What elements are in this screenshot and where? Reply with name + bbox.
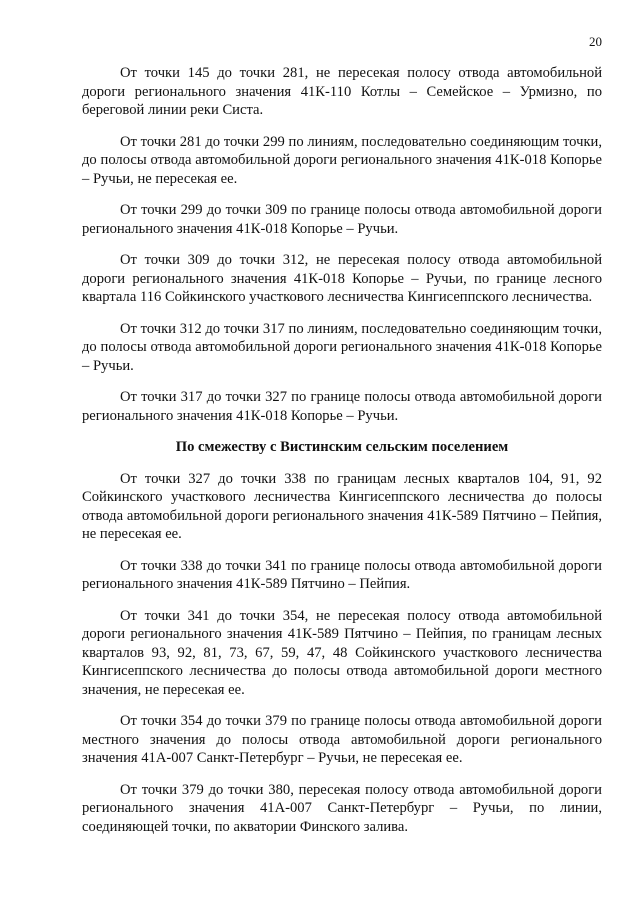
- paragraph: От точки 299 до точки 309 по границе полосы отвода автомобильной дороги регионального значения 41К-018 Копорье – Ручьи.: [82, 202, 602, 237]
- paragraph: От точки 145 до точки 281, не пересекая полосу отвода автомобильной дороги регионального значения 41К-110 Котлы – Семейское – Урмизно, по береговой линии реки Систа.: [82, 65, 602, 118]
- paragraph: От точки 327 до точки 338 по границам лесных кварталов 104, 91, 92 Сойкинского участкового лесничества Кингисеппского лесничества до полосы отвода автомобильной дороги регионального значения 41К-589 Пятчино – Пейпия, не пересекая ее.: [82, 470, 602, 542]
- paragraph: От точки 338 до точки 341 по границе полосы отвода автомобильной дороги регионального значения 41К-589 Пятчино – Пейпия.: [82, 557, 602, 592]
- paragraph: От точки 312 до точки 317 по линиям, последовательно соединяющим точки, до полосы отвода автомобильной дороги регионального значения 41К-018 Копорье – Ручьи.: [82, 320, 602, 374]
- paragraph: От точки 309 до точки 312, не пересекая полосу отвода автомобильной дороги регионального значения 41К-018 Копорье – Ручьи, по границе лесного квартала 116 Сойкинского участкового лесничества Кингисеппского лесничества.: [82, 252, 602, 305]
- paragraph: От точки 354 до точки 379 по границе полосы отвода автомобильной дороги местного значения до полосы отвода автомобильной дороги регионального значения 41А-007 Санкт-Петербург – Ручьи, не пересекая ее.: [82, 713, 602, 766]
- page-number: 20: [589, 34, 602, 49]
- section-heading: По смежеству с Вистинским сельским поселением: [175, 439, 509, 455]
- paragraph: От точки 281 до точки 299 по линиям, последовательно соединяющим точки, до полосы отвода автомобильной дороги регионального значения 41К-018 Копорье – Ручьи, не пересекая ее.: [82, 133, 602, 187]
- document-body: [82, 64, 602, 849]
- paragraph: От точки 379 до точки 380, пересекая полосу отвода автомобильной дороги регионального значения 41А-007 Санкт-Петербург – Ручьи, по линии, соединяющей точки, по акватории Финского залива.: [82, 781, 602, 835]
- paragraph: От точки 341 до точки 354, не пересекая полосу отвода автомобильной дороги регионального значения 41К-589 Пятчино – Пейпия, по границам лесных кварталов 93, 92, 81, 73, 67, 59, 47, 48 Сойкинского участкового лесничества Кингисеппского лесничества до полосы отвода автомобильной дороги местного значения, не пересекая ее.: [82, 607, 602, 698]
- paragraph: От точки 317 до точки 327 по границе полосы отвода автомобильной дороги регионального значения 41К-018 Копорье – Ручьи.: [82, 389, 602, 424]
